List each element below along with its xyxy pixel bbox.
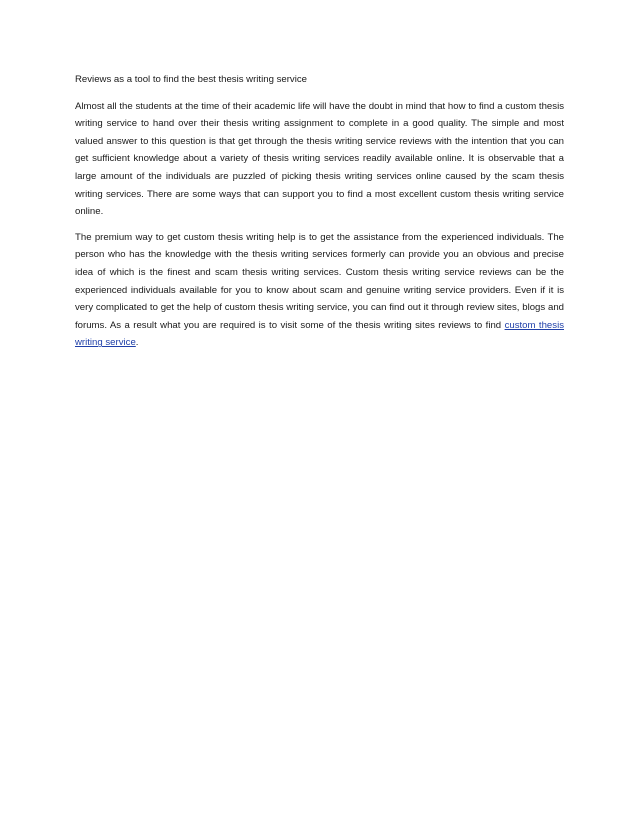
paragraph-2-end: . xyxy=(135,337,139,349)
paragraph-1: Almost all the students at the time of their academic life will have the doubt in mind that how to find a custom thesis writing service to hand over their thesis writing assignment to complete in a good quality. The simple and most valued answer to this question is that get through the thesis writing service reviews with the intention that you can get sufficient knowledge about a variety of thesis writing services readily available online. It is observable that a large amount of the individuals are puzzled of picking thesis writing services online caused by the scam thesis writing services. There are some ways that can support you to find a most excellent custom thesis writing service online. xyxy=(75,100,564,218)
paragraph-2 xyxy=(75,229,564,352)
custom-thesis-writing-service-link[interactable]: custom thesis writing service xyxy=(75,319,564,349)
document-title: Reviews as a tool to find the best thesis writing service xyxy=(75,74,307,85)
paragraph-2-text: The premium way to get custom thesis writing help is to get the assistance from the experienced individuals. The person who has the knowledge with the thesis writing services formerly can provide you an obvious and precise idea of which is the finest and scam thesis writing services. Custom thesis writing service reviews can be the experienced individuals available for you to know about scam and genuine writing service providers. Even if it is very complicated to get the help of custom thesis writing service, you can find out it through review sites, blogs and forums. As a result what you are required is to visit some of the thesis writing sites reviews to find xyxy=(75,231,564,331)
document-page xyxy=(75,71,564,360)
